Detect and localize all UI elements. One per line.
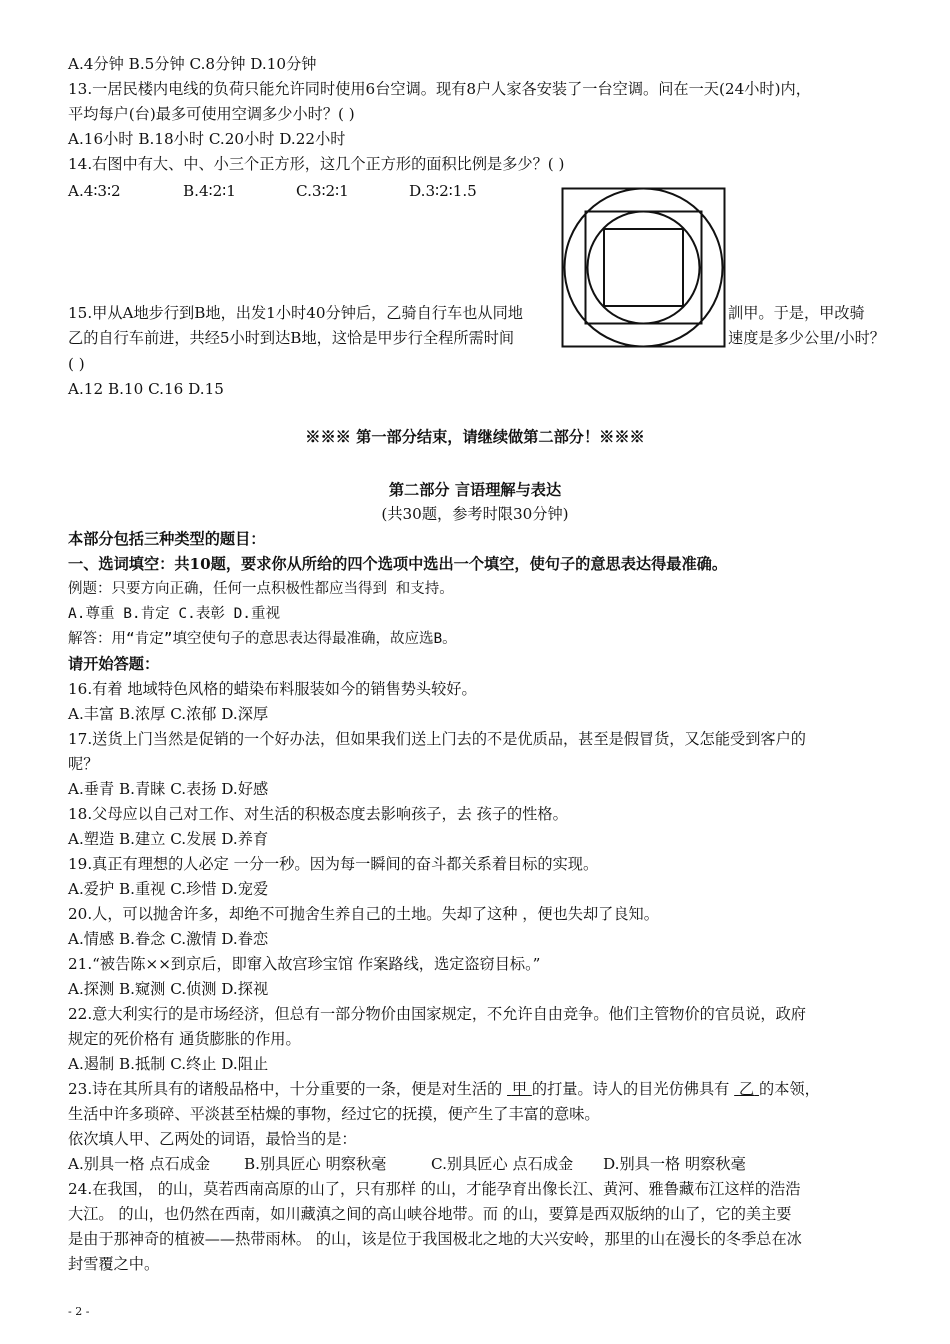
q13-stem-line1: 13.一居民楼内电线的负荷只能允许同时使用6台空调。现有8户人家各安装了一台空调。问在一天(24小时)内， <box>68 80 811 98</box>
q23-blank-yi <box>734 1080 759 1098</box>
part2-title: 第二部分 言语理解与表达 <box>388 481 562 499</box>
q24-stem-line3: 是由于那神奇的植被——热带雨林。 的山，该是位于我国极北之地的大兴安岭，那里的山在漫长的冬季总在冰 <box>68 1230 802 1248</box>
q23-option-b: B.别具匠心 明察秋毫 <box>244 1155 387 1173</box>
q17-stem-line2: 呢？ <box>68 755 99 773</box>
example-answer: 解答：用“肯定”填空使句子的意思表达得最准确，故应选B。 <box>68 631 457 647</box>
q23-text-b: 的打量。诗人的目光仿佛具有 <box>531 1080 730 1098</box>
q15-stem-line3: ( ) <box>68 355 85 373</box>
q13-stem-line2: 平均每户(台)最多可使用空调多少小时？( ) <box>68 105 355 123</box>
part2-intro: 本部分包括三种类型的题目： <box>68 530 266 548</box>
q23-text-c: 的本领， <box>759 1080 820 1098</box>
q14-option-c: C.3∶2∶1 <box>296 182 349 200</box>
q24-stem-line4: 封雪覆之中。 <box>68 1255 160 1273</box>
q15-options: A.12 B.10 C.16 D.15 <box>68 380 224 398</box>
q22-stem-line1: 22.意大利实行的是市场经济，但总有一部分物价由国家规定，不允许自由竞争。他们主管物价的官员说，政府 <box>68 1005 806 1023</box>
q15-stem-line1-right: 訓甲。于是，甲改骑 <box>728 304 865 322</box>
start-prompt: 请开始答题： <box>68 655 160 673</box>
q23-option-c: C.别具匠心 点石成金 <box>431 1155 574 1173</box>
q16-options: A.丰富 B.浓厚 C.浓郁 D.深厚 <box>68 705 269 723</box>
q15-stem-line1-left: 15.甲从A地步行到B地，出发1小时40分钟后，乙骑自行车也从同地 <box>68 304 523 322</box>
example-options: A.尊重 B.肯定 C.表彰 D.重视 <box>68 606 281 622</box>
q13-options: A.16小时 B.18小时 C.20小时 D.22小时 <box>68 130 346 148</box>
q23-blank-jia-label: 甲 <box>511 1080 528 1098</box>
q20-options: A.情感 B.眷念 C.激情 D.眷恋 <box>68 930 269 948</box>
q23-stem-line1 <box>68 1077 820 1101</box>
q20-stem: 20.人，可以抛舍许多，却绝不可抛舍生养自己的土地。失却了这种 ，便也失却了良知。 <box>68 905 659 923</box>
q24-stem-line1: 24.在我国， 的山，莫若西南高原的山了，只有那样 的山，才能孕育出像长江、黄河、雅鲁藏布江这样的浩浩 <box>68 1180 801 1198</box>
q14-options <box>68 179 477 203</box>
page-number: - 2 - <box>68 1305 90 1318</box>
q23-options <box>68 1152 746 1176</box>
q23-text-a: 23.诗在其所具有的诸般品格中，十分重要的一条，便是对生活的 <box>68 1080 503 1098</box>
q23-blank-jia <box>507 1080 532 1098</box>
q22-stem-line2: 规定的死价格有 通货膨胀的作用。 <box>68 1030 301 1048</box>
q23-stem-line3: 依次填人甲、乙两处的词语，最恰当的是： <box>68 1130 357 1148</box>
example-question: 例题：只要方向正确，任何一点积极性都应当得到 和支持。 <box>68 581 454 597</box>
q17-stem-line1: 17.送货上门当然是促销的一个好办法，但如果我们送上门去的不是优质品，甚至是假冒货，又怎能受到客户的 <box>68 730 806 748</box>
part1-end-notice: ※※※ 第一部分结束，请继续做第二部分！※※※ <box>305 428 645 446</box>
q23-option-d: D.别具一格 明察秋毫 <box>603 1155 746 1173</box>
q14-stem: 14.右图中有大、中、小三个正方形，这几个正方形的面积比例是多少？( ) <box>68 155 565 173</box>
q19-stem: 19.真正有理想的人必定 一分一秒。因为每一瞬间的奋斗都关系着目标的实现。 <box>68 855 599 873</box>
q23-options-q22: A.遏制 B.抵制 C.终止 D.阻止 <box>68 1055 269 1073</box>
section1-heading: 一、选词填空：共10题，要求你从所给的四个选项中选出一个填空，使句子的意思表达得最准确。 <box>68 555 728 573</box>
part2-subtitle: (共30题，参考时限30分钟) <box>381 505 569 523</box>
q18-stem: 18.父母应以自己对工作、对生活的积极态度去影响孩子，去 孩子的性格。 <box>68 805 568 823</box>
q23-stem-line2: 生活中许多琐碎、平淡甚至枯燥的事物，经过它的抚摸，便产生了丰富的意味。 <box>68 1105 600 1123</box>
q23-blank-yi-label: 乙 <box>738 1080 755 1098</box>
q21-stem: 21.“被告陈××到京后，即窜入故宫珍宝馆 作案路线，选定盗窃目标。” <box>68 955 541 973</box>
q19-options: A.爱护 B.重视 C.珍惜 D.宠爱 <box>68 880 269 898</box>
q14-option-d: D.3∶2∶1.5 <box>409 182 477 200</box>
q23-option-a: A.别具一格 点石成金 <box>68 1155 211 1173</box>
q15-stem-line2-right: 速度是多少公里/小时？ <box>728 329 885 347</box>
q24-stem-line2: 大江。 的山，也仍然在西南，如川藏滇之间的高山峡谷地带。而 的山，要算是西双版纳的山了，它的美主要 <box>68 1205 792 1223</box>
q17-options: A.垂青 B.青睐 C.表扬 D.好感 <box>68 780 269 798</box>
q14-option-b: B.4∶2∶1 <box>183 182 236 200</box>
square-circle-figure <box>561 187 726 348</box>
q18-options: A.塑造 B.建立 C.发展 D.养育 <box>68 830 269 848</box>
q14-option-a: A.4∶3∶2 <box>68 182 121 200</box>
q21-options: A.探测 B.窥测 C.侦测 D.探视 <box>68 980 269 998</box>
q12-options: A.4分钟 B.5分钟 C.8分钟 D.10分钟 <box>68 55 317 73</box>
q15-stem-line2-left: 乙的自行车前进，共经5小时到达B地，这恰是甲步行全程所需时间 <box>68 329 515 347</box>
q16-stem: 16.有着 地域特色风格的蜡染布料服装如今的销售势头较好。 <box>68 680 477 698</box>
